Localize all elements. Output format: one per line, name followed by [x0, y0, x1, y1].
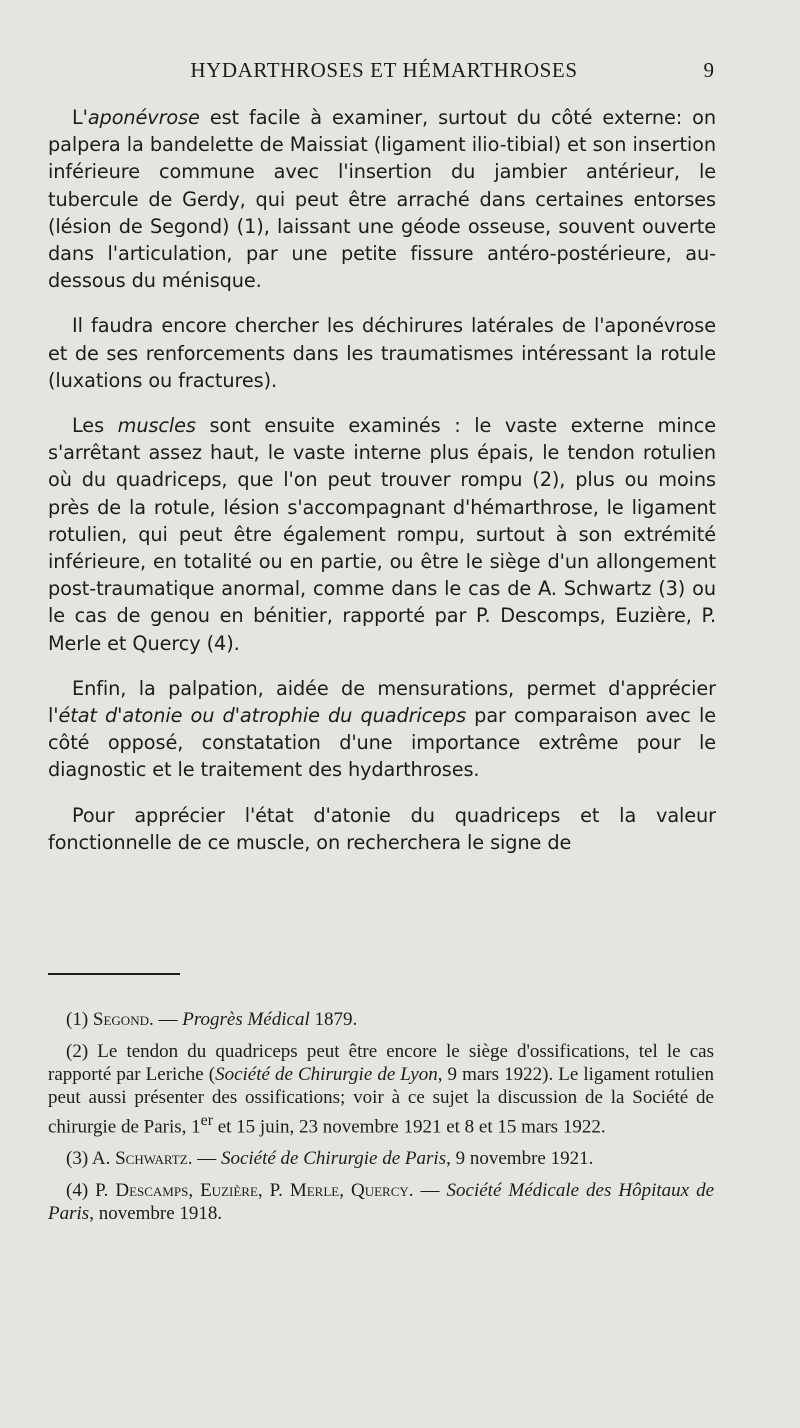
paragraph-lead: L' — [72, 106, 88, 129]
footnote-text: Le tendon du quadriceps peut être encore le siège d'ossifications, tel le cas rapporté par Leriche ( — [48, 1041, 714, 1085]
paragraph-dechirures — [48, 312, 716, 394]
footnote-2 — [48, 1040, 714, 1138]
paragraph-aponevrose — [48, 104, 716, 294]
footnote-separator-dash: — — [153, 1009, 183, 1030]
footnote-number: (3) A. — [66, 1148, 116, 1170]
footnote-separator — [48, 973, 180, 975]
emphasized-term: état d'atonie ou d'atrophie du quadriceps — [58, 704, 467, 728]
paragraph-atonie — [48, 802, 716, 856]
footnote-3 — [48, 1147, 714, 1170]
footnote-number: (1) — [66, 1009, 93, 1030]
paragraph-text: Il faudra encore chercher les déchirures latérales de l'aponévrose et de ses renforcements dans les traumatismes intéressant la rotule (luxations ou fractures). — [48, 314, 716, 392]
footnote-text: 1879. — [309, 1009, 358, 1030]
footnote-source: Société de Chirurgie de Lyon — [215, 1064, 438, 1085]
footnote-separator-dash: — — [192, 1148, 221, 1170]
page-number: 9 — [703, 58, 714, 82]
footnote-source: Société Médicale des Hôpitaux de Paris — [48, 1180, 715, 1225]
paragraph-text: est facile à examiner, surtout du côté externe: on palpera la bandelette de Maissiat (ligament ilio-tibial) et son insertion inférieure commune avec l'insertion du jambier antérieur, le tubercule de Gerdy, qui peut être arraché dans certaines entorses (lésion de Segond) (1), laissant une géode osseuse, souvent ouverte dans l'articulation, par une petite fissure antéro-postérieure, au-dessous du ménisque. — [48, 106, 716, 293]
body-text — [48, 104, 716, 874]
footnote-author: Segond. — [92, 1009, 154, 1030]
paragraph-muscles — [48, 412, 716, 657]
footnotes — [48, 1008, 714, 1234]
paragraph-text: par comparaison avec le côté opposé, constatation d'une importance extrême pour le diagnostic et le traitement des hydarthroses. — [48, 704, 716, 782]
footnote-text: , 9 mars 1922). Le ligament rotulien peut aussi présenter des ossifications; voir à ce sujet la discussion de la Société de chirurgie de Paris, 1 — [48, 1064, 714, 1138]
footnote-separator-dash: — — [413, 1180, 447, 1202]
footnote-number: (2) — [66, 1041, 98, 1062]
footnote-source: Société de Chirurgie de Paris — [220, 1148, 447, 1170]
paragraph-text: Pour apprécier l'état d'atonie du quadriceps et la valeur fonctionnelle de ce muscle, on recherchera le signe de — [48, 803, 716, 854]
footnote-source: Progrès Médical — [182, 1009, 310, 1030]
footnote-number: (4) P. — [66, 1180, 116, 1202]
footnote-author: Descamps, Euzière, P. Merle, Quercy. — [115, 1180, 414, 1202]
footnote-text: et 15 juin, 23 novembre 1921 et 8 et 15 mars 1922. — [212, 1116, 606, 1138]
paragraph-text: sont ensuite examinés : le vaste externe mince s'arrêtant assez haut, le vaste interne plus épais, le tendon rotulien où du quadriceps, que l'on peut trouver rompu (2), plus ou moins près de la rotule, lésion s'accompagnant d'hémarthrose, le ligament rotulien, qui peut être également rompu, surtout à son extrémité inférieure, en totalité ou en partie, ou être le siège d'un allongement post-traumatique anormal, comme dans le cas de A. Schwartz (3) ou le cas de genou en bénitier, rapporté par P. Descomps, Euzière, P. Merle et Quercy (4). — [48, 414, 716, 655]
ordinal-superscript: er — [200, 1112, 213, 1129]
footnote-text: , 9 novembre 1921. — [446, 1148, 594, 1170]
footnote-text: , novembre 1918. — [89, 1203, 223, 1225]
paragraph-lead: Les — [72, 414, 118, 438]
footnote-1 — [48, 1008, 714, 1031]
paragraph-palpation — [48, 675, 716, 784]
emphasized-term: muscles — [117, 414, 196, 438]
footnote-author: Schwartz. — [115, 1148, 193, 1170]
running-header: HYDARTHROSES ET HÉMARTHROSES — [190, 58, 578, 82]
emphasized-term: aponévrose — [87, 106, 200, 129]
footnote-4 — [48, 1179, 714, 1225]
paragraph-lead: Enfin, la palpation, aidée de mensurations, permet d'apprécier l' — [48, 676, 716, 728]
